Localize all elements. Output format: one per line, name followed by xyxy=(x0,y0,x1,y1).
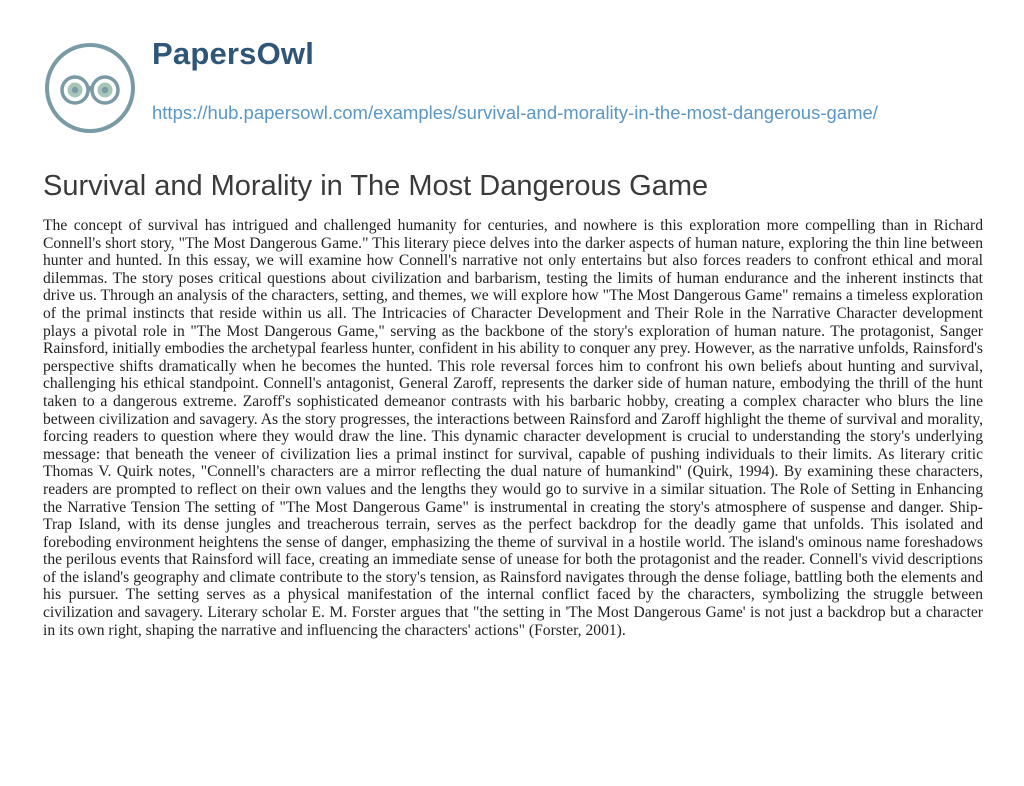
page-title: Survival and Morality in The Most Dangerous Game xyxy=(43,170,709,202)
owl-eyes-icon[interactable] xyxy=(44,42,136,134)
site-header xyxy=(44,38,1004,148)
brand-name[interactable]: PapersOwl xyxy=(152,36,315,71)
essay-body: The concept of survival has intrigued and challenged humanity for centuries, and nowhere is this exploration more compelling than in Richard Connell's short story, "The Most Dangerous Game." This literary piece delves into the darker aspects of human nature, exploring the thin line between hunter and hunted. In this essay, we will examine how Connell's narrative not only entertains but also forces readers to confront ethical and moral dilemmas. The story poses critical questions about civilization and barbarism, testing the limits of human endurance and the inherent instincts that drive us. Through an analysis of the characters, setting, and themes, we will explore how "The Most Dangerous Game" remains a timeless exploration of the primal instincts that reside within us all. The Intricacies of Character Development and Their Role in the Narrative Character development plays a pivotal role in "The Most Dangerous Game," serving as the backbone of the story's exploration of human nature. The protagonist, Sanger Rainsford, initially embodies the archetypal fearless hunter, confident in his ability to conquer any prey. However, as the narrative unfolds, Rainsford's perspective shifts dramatically when he becomes the hunted. This role reversal forces him to confront his own beliefs about hunting and survival, challenging his ethical standpoint. Connell's antagonist, General Zaroff, represents the darker side of human nature, embodying the thrill of the hunt taken to a dangerous extreme. Zaroff's sophisticated demeanor contrasts with his barbaric hobby, creating a complex character who blurs the line between civilization and savagery. As the story progresses, the interactions between Rainsford and Zaroff highlight the theme of survival and morality, forcing readers to question where they would draw the line. This dynamic character development is crucial to understanding the story's underlying message: that beneath the veneer of civilization lies a primal instinct for survival, capable of pushing individuals to their limits. As literary critic Thomas V. Quirk notes, "Connell's characters are a mirror reflecting the dual nature of humankind" (Quirk, 1994). By examining these characters, readers are prompted to reflect on their own values and the lengths they would go to survive in a similar situation. The Role of Setting in Enhancing the Narrative Tension The setting of "The Most Dangerous Game" is instrumental in creating the story's atmosphere of suspense and danger. Ship-Trap Island, with its dense jungles and treacherous terrain, serves as the perfect backdrop for the deadly game that unfolds. This isolated and foreboding environment heightens the sense of danger, emphasizing the theme of survival in a hostile world. The island's ominous name foreshadows the perilous events that Rainsford will face, creating an immediate sense of unease for both the protagonist and the reader. Connell's vivid descriptions of the island's geography and climate contribute to the story's tension, as Rainsford navigates through the dense foliage, battling both the elements and his pursuer. The setting serves as a physical manifestation of the internal conflict faced by the characters, symbolizing the struggle between civilization and savagery. Literary scholar E. M. Forster argues that "the setting in 'The Most Dangerous Game' is not just a backdrop but a character in its own right, shaping the narrative and influencing the characters' actions" (Forster, 2001). xyxy=(43,217,983,639)
source-url-link[interactable]: https://hub.papersowl.com/examples/survival-and-morality-in-the-most-dangerous-game/ xyxy=(152,102,878,123)
